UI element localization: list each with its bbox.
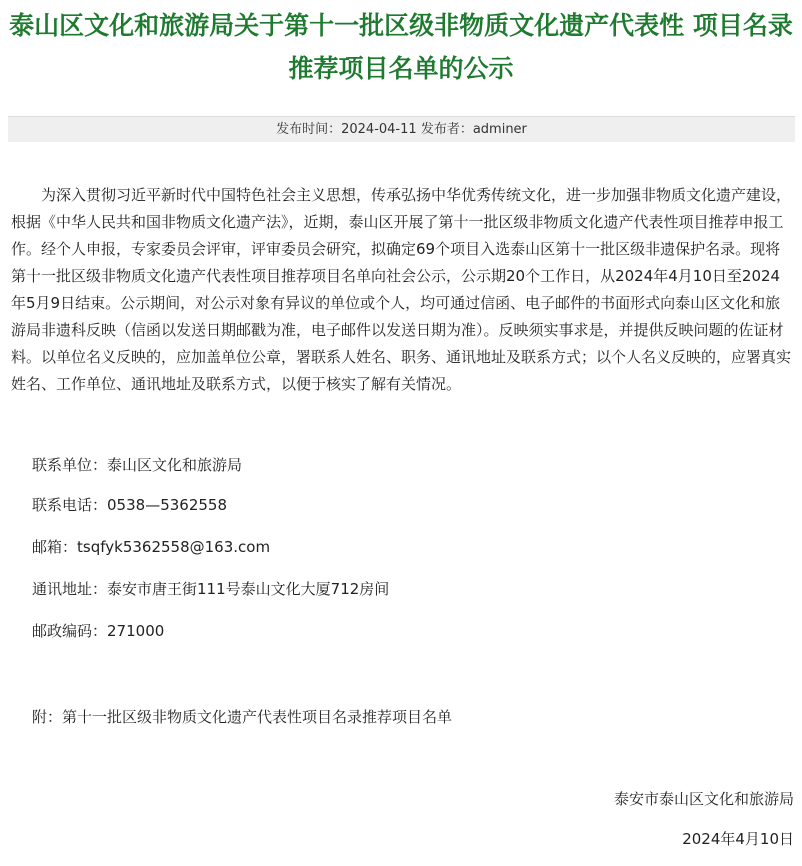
attachment-line [32, 704, 452, 731]
signature-org: 泰安市泰山区文化和旅游局 [613, 790, 794, 808]
contact-address [32, 576, 389, 603]
contact-email [32, 534, 270, 561]
notice-body-paragraph: 为深入贯彻习近平新时代中国特色社会主义思想，传承弘扬中华优秀传统文化，进一步加强非物质文化遗产建设，根据《中华人民共和国非物质文化遗产法》，近期，泰山区开展了第十一批区级非物质文化遗产代表性项目推荐申报工作。经个人申报，专家委员会评审，评审委员会研究，拟确定69个项目入选泰山区第十一批区级非遗保护名录。现将第十一批区级非物质文化遗产代表性项目推荐项目名单向社会公示，公示期20个工作日，从2024年4月10日至2024年5月9日结束。公示期间，对公示对象有异议的单位或个人，均可通过信函、电子邮件的书面形式向泰山区文化和旅游局非遗科反映（信函以发送日期邮戳为准，电子邮件以发送日期为准）。反映须实事求是，并提供反映问题的佐证材料。以单位名义反映的，应加盖单位公章，署联系人姓名、职务、通讯地址及联系方式；以个人名义反映的，应署真实姓名、工作单位、通讯地址及联系方式，以便于核实了解有关情况。 [11, 186, 792, 393]
contact-unit [32, 452, 242, 479]
contact-email-label: 邮箱： [32, 538, 78, 556]
signature-date: 2024年4月10日 [682, 830, 794, 848]
contact-phone [32, 492, 227, 519]
attachment-label: 附： [32, 708, 63, 726]
contact-unit-label: 联系单位： [32, 456, 108, 474]
contact-phone-label: 联系电话： [32, 496, 108, 514]
attachment-link[interactable]: 第十一批区级非物质文化遗产代表性项目名录推荐项目名单 [62, 708, 453, 726]
page-title: 泰山区文化和旅游局关于第十一批区级非物质文化遗产代表性 项目名录推荐项目名单的公示 [9, 11, 793, 83]
publisher-name: adminer [472, 122, 527, 137]
publisher-label: 发布者： [420, 122, 473, 137]
contact-postcode [32, 618, 164, 645]
publish-date: 2024-04-11 [341, 122, 417, 137]
contact-phone-value: 0538—5362558 [107, 496, 227, 514]
publish-date-label: 发布时间： [276, 122, 342, 137]
contact-address-value: 泰安市唐王街111号泰山文化大厦712房间 [107, 580, 390, 598]
publish-info-bar [8, 116, 795, 142]
contact-unit-value: 泰山区文化和旅游局 [107, 456, 243, 474]
contact-postcode-label: 邮政编码： [32, 622, 108, 640]
contact-address-label: 通讯地址： [32, 580, 108, 598]
contact-postcode-value: 271000 [107, 622, 165, 640]
contact-email-value: tsqfyk5362558@163.com [77, 538, 271, 556]
